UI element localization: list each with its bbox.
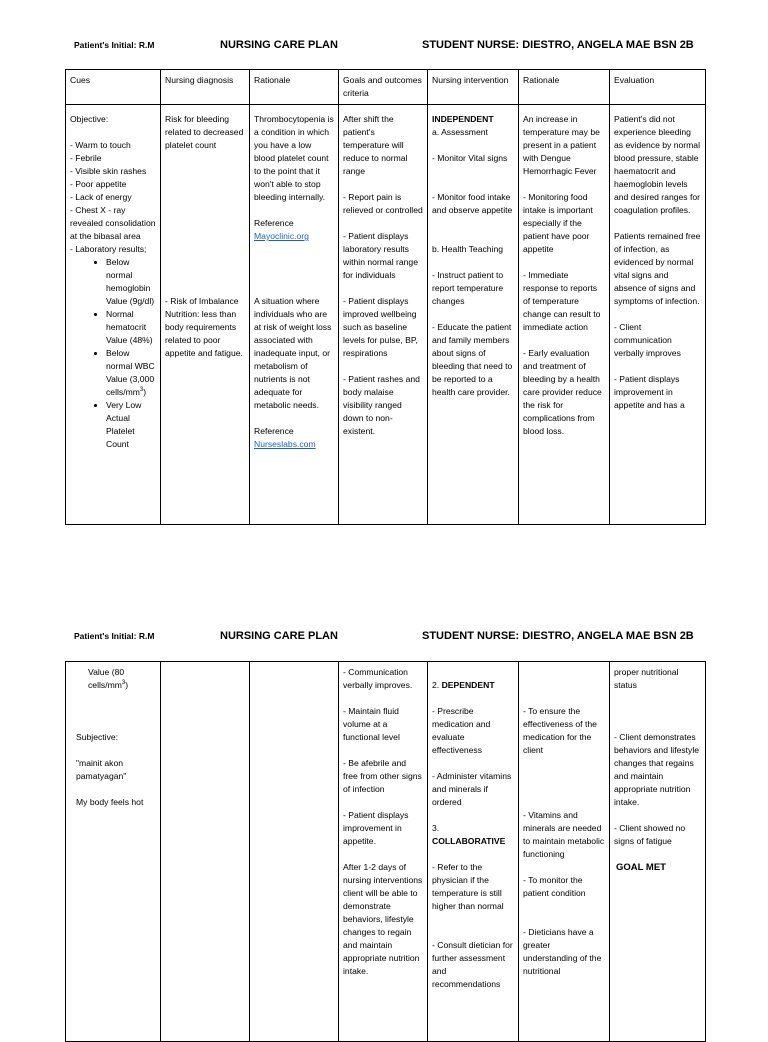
header-row bbox=[66, 70, 706, 105]
rationale-2-cell bbox=[519, 105, 610, 525]
interventions-cell bbox=[428, 105, 519, 525]
col-header-diagnosis: Nursing diagnosis bbox=[161, 70, 250, 105]
rationale-item: - Early evaluation and treatment of bleeding by a health care provider reduce the risk for complications from blood loss. bbox=[523, 348, 602, 436]
evaluation-item: Patients remained free of infection, as evidenced by normal vital signs and absence of signs and symptoms of infection. bbox=[614, 231, 701, 306]
diagnosis-1: Risk for bleeding related to decreased platelet count bbox=[165, 114, 244, 150]
collab-number: 3. bbox=[432, 823, 440, 833]
plan-title: NURSING CARE PLAN bbox=[220, 39, 338, 51]
col-header-cues: Cues bbox=[66, 70, 161, 105]
evaluation-cell bbox=[610, 662, 706, 1042]
interventions-cell bbox=[428, 662, 519, 1042]
goal-item: - Patient rashes and body malaise visibility ranged down to non-existent. bbox=[343, 374, 420, 436]
collaborative-heading: COLLABORATIVE bbox=[432, 836, 506, 846]
cue-item: - Lack of energy bbox=[70, 192, 132, 202]
rationale-item: - To monitor the patient condition bbox=[523, 875, 586, 898]
subjective-translation: My body feels hot bbox=[76, 797, 144, 807]
rationale-item: An increase in temperature may be present in a patient with Dengue Hemorrhagic Fever bbox=[523, 114, 600, 176]
objective-label: Objective: bbox=[70, 114, 109, 124]
lab-results-list bbox=[70, 256, 156, 451]
goals-cell bbox=[339, 105, 428, 525]
goals-cell bbox=[339, 662, 428, 1042]
rationale-item: - Vitamins and minerals are needed to maintain metabolic functioning bbox=[523, 810, 605, 859]
goal-item: - Patient displays improvement in appetite. bbox=[343, 810, 409, 846]
cue-item: - Febrile bbox=[70, 153, 102, 163]
goal-item: After shift the patient's temperature will reduce to normal range bbox=[343, 114, 408, 176]
rationale-2-cell bbox=[519, 662, 610, 1042]
goal-item: - Be afebrile and free from other signs of infection bbox=[343, 758, 422, 794]
diagnosis-cell bbox=[161, 105, 250, 525]
page-header bbox=[0, 626, 768, 646]
col-header-evaluation: Evaluation bbox=[610, 70, 706, 105]
col-header-intervention: Nursing intervention bbox=[428, 70, 519, 105]
evaluation-item: proper nutritional status bbox=[614, 667, 679, 690]
rationale-cell bbox=[250, 662, 339, 1042]
cue-item: - Warm to touch bbox=[70, 140, 131, 150]
rationale-1: Thrombocytopenia is a condition in which you have a low blood platelet count to the point that it won't able to stop bleeding internally. bbox=[254, 114, 334, 202]
lab-item: • Below normal hemoglobin Value (9g/dl) bbox=[106, 256, 156, 308]
diagnosis-2: - Risk of Imbalance Nutrition: less than body requirements related to poor appetite and fatigue. bbox=[165, 296, 243, 358]
dependent-heading: 2. DEPENDENT bbox=[432, 680, 495, 690]
evaluation-item: - Client demonstrates behaviors and lifestyle changes that regains and maintain appropriate nutrition intake. bbox=[614, 732, 700, 807]
care-plan-table-continued bbox=[65, 661, 706, 1042]
intervention-item: - Refer to the physician if the temperature is still higher than normal bbox=[432, 862, 504, 911]
intervention-item: - Monitor Vital signs bbox=[432, 153, 508, 163]
reference-link-nurseslabs[interactable]: Nurseslabs.com bbox=[254, 439, 316, 449]
assessment-heading: a. Assessment bbox=[432, 127, 488, 137]
evaluation-cell bbox=[610, 105, 706, 525]
cue-item: - Laboratory results; bbox=[70, 244, 147, 254]
page-2 bbox=[0, 580, 768, 1024]
intervention-item: - Administer vitamins and minerals if ordered bbox=[432, 771, 512, 807]
intervention-item: - Prescribe medication and evaluate effectiveness bbox=[432, 706, 491, 755]
cues-cell bbox=[66, 662, 161, 1042]
evaluation-item: - Client communication verbally improves bbox=[614, 322, 681, 358]
rationale-item: - Dieticians have a greater understanding of the nutritional bbox=[523, 927, 602, 976]
goal-item: - Maintain fluid volume at a functional level bbox=[343, 706, 400, 742]
rationale-cell bbox=[250, 105, 339, 525]
rationale-item: - Immediate response to reports of temperature change can result to immediate action bbox=[523, 270, 601, 332]
reference-link-mayoclinic[interactable]: Mayoclinic.org bbox=[254, 231, 309, 241]
col-header-rationale: Rationale bbox=[250, 70, 339, 105]
lab-item: • Normal hematocrit Value (48%) bbox=[106, 308, 156, 347]
diagnosis-cell bbox=[161, 662, 250, 1042]
goal-item: After 1-2 days of nursing interventions client will be able to demonstrate behaviors, lifestyle changes to regain and maintain appropriate nutrition intake. bbox=[343, 862, 423, 976]
goal-item: - Patient displays laboratory results within normal range for individuals bbox=[343, 231, 418, 280]
goal-item: - Patient displays improved wellbeing such as baseline levels for pulse, BP, respirations bbox=[343, 296, 418, 358]
intervention-item: - Instruct patient to report temperature changes bbox=[432, 270, 504, 306]
intervention-item: - Consult dietician for further assessment and recommendations bbox=[432, 940, 513, 989]
cue-item: - Chest X - ray revealed consolidation at the bibasal area bbox=[70, 205, 156, 241]
reference-label: Reference bbox=[254, 218, 294, 228]
patient-initial: Patient's Initial: R.M bbox=[74, 40, 155, 50]
student-nurse: STUDENT NURSE: DIESTRO, ANGELA MAE BSN 2B bbox=[422, 630, 694, 642]
col-header-rationale-2: Rationale bbox=[519, 70, 610, 105]
content-row bbox=[66, 662, 706, 1042]
goal-item: - Report pain is relieved or controlled bbox=[343, 192, 423, 215]
lab-item: • Very Low Actual Platelet Count bbox=[106, 399, 156, 451]
evaluation-item: Patient's did not experience bleeding as evidence by normal blood pressure, stable haematocrit and haemoglobin levels and desired ranges for coagulation profiles. bbox=[614, 114, 700, 215]
cue-item: - Poor appetite bbox=[70, 179, 127, 189]
evaluation-item: - Client showed no signs of fatigue bbox=[614, 823, 686, 846]
col-header-goals: Goals and outcomes criteria bbox=[339, 70, 428, 105]
health-teaching-heading: b. Health Teaching bbox=[432, 244, 504, 254]
subjective-label: Subjective: bbox=[76, 732, 119, 742]
intervention-item: - Monitor food intake and observe appetite bbox=[432, 192, 513, 215]
lab-item: • Below normal WBC Value (3,000 cells/$mm^3$) bbox=[106, 347, 156, 399]
lab-value-continued: Value (80 cells/$mm^3$) bbox=[88, 667, 129, 690]
cues-cell bbox=[66, 105, 161, 525]
goal-met-label: GOAL MET bbox=[616, 862, 666, 873]
rationale-2: A situation where individuals who are at risk of weight loss associated with inadequate input, or metabolism of nutrients is not adequate for metabolic needs. bbox=[254, 296, 332, 410]
patient-initial: Patient's Initial: R.M bbox=[74, 631, 155, 641]
content-row bbox=[66, 105, 706, 525]
care-plan-table bbox=[65, 69, 706, 525]
cue-item: - Visible skin rashes bbox=[70, 166, 147, 176]
rationale-item: - Monitoring food intake is important especially if the patient have poor appetite bbox=[523, 192, 593, 254]
evaluation-item: - Patient displays improvement in appetite and has a bbox=[614, 374, 685, 410]
page-header bbox=[0, 35, 768, 55]
plan-title: NURSING CARE PLAN bbox=[220, 630, 338, 642]
intervention-item: - Educate the patient and family members about signs of bleeding that need to be reported to a health care provider. bbox=[432, 322, 513, 397]
independent-heading: INDEPENDENT bbox=[432, 114, 494, 124]
reference-label: Reference bbox=[254, 426, 294, 436]
rationale-item: - To ensure the effectiveness of the medication for the client bbox=[523, 706, 597, 755]
goal-item: - Communication verbally improves. bbox=[343, 667, 413, 690]
student-nurse: STUDENT NURSE: DIESTRO, ANGELA MAE BSN 2B bbox=[422, 39, 694, 51]
subjective-quote: "mainit akon pamatyagan" bbox=[76, 758, 127, 781]
